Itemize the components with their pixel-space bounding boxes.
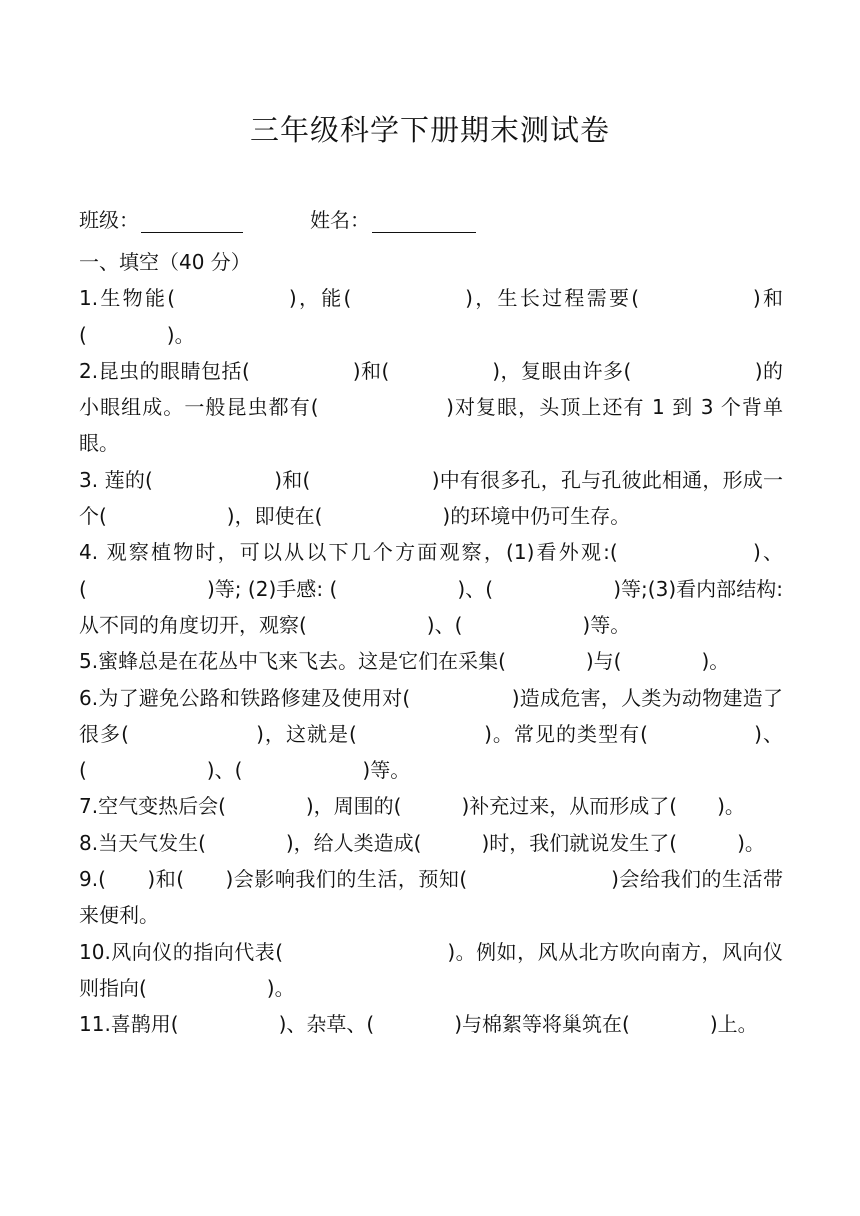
question-3: 3. 莲的( )和( )中有很多孔，孔与孔彼此相通，形成一个( )，即使在( )的环境中仍可生存。 (79, 467, 783, 529)
question-11: 11.喜鹊用( )、杂草、( )与棉絮等将巢筑在( )上。 (79, 1012, 758, 1037)
question-8: 8.当天气发生( )，给人类造成( )时，我们就说发生了( )。 (79, 830, 765, 855)
question-6: 6.为了避免公路和铁路修建及使用对( )造成危害，人类为动物建造了很多( )，这就是( )。常见的类型有( )、( )、( )等。 (79, 685, 783, 783)
class-blank-line (141, 210, 243, 233)
question-10: 10.风向仪的指向代表( )。例如，风从北方吹向南方，风向仪则指向( )。 (79, 939, 783, 1000)
question-1: 1.生物能( )，能( )，生长过程需要( )和( )。 (79, 286, 783, 347)
page-title: 三年级科学下册期末测试卷 (249, 113, 610, 147)
section-heading: 一、填空（40 分） (79, 250, 251, 274)
name-label: 姓名： (310, 208, 370, 232)
question-5: 5.蜜蜂总是在花丛中飞来飞去。这是它们在采集( )与( )。 (79, 649, 730, 674)
question-7: 7.空气变热后会( )，周围的( )补充过来，从而形成了( )。 (79, 794, 745, 819)
name-field (310, 204, 476, 233)
question-2: 2.昆虫的眼睛包括( )和( )，复眼由许多( )的小眼组成。一般昆虫都有( )对复眼，头顶上还有 1 到 3 个背单眼。 (79, 358, 783, 456)
name-blank-line (372, 210, 476, 233)
question-9: 9.( )和( )会影响我们的生活，预知( )会给我们的生活带来便利。 (79, 867, 783, 928)
question-4: 4. 观察植物时，可以从以下几个方面观察，(1)看外观:( )、( )等; (2)手感: ( )、( )等;(3)看内部结构: 从不同的角度切开，观察( )、( )等。 (79, 540, 783, 637)
question-list (79, 244, 783, 1043)
class-label: 班级： (79, 208, 139, 232)
class-field (79, 204, 243, 233)
